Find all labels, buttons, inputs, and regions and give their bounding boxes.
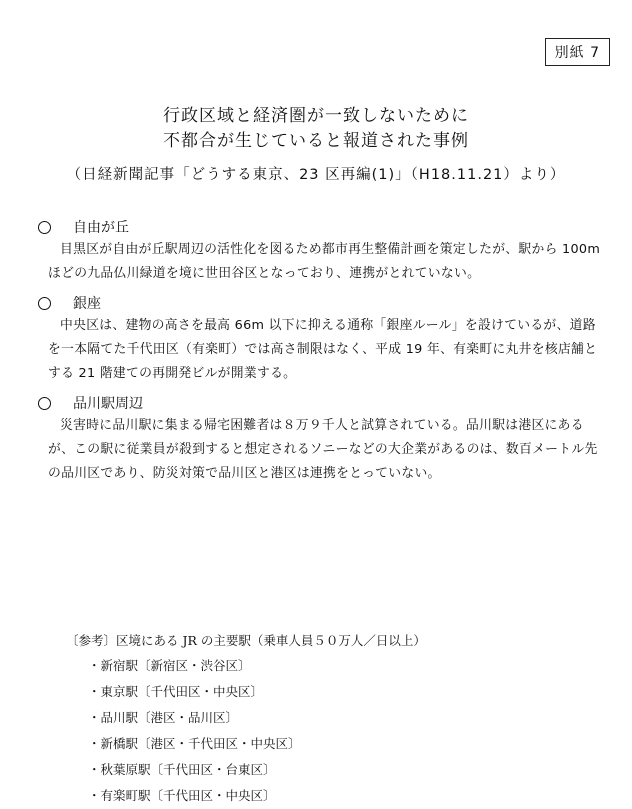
circle-bullet-icon (38, 397, 51, 410)
circle-bullet-icon (38, 221, 51, 234)
case-body: 目黒区が自由が丘駅周辺の活性化を図るため都市再生整備計画を策定したが、駅から 100m ほどの九品仏川緑道を境に世田谷区となっており、連携がとれていない。 (48, 242, 601, 281)
case-heading-text: 自由が丘 (73, 220, 129, 236)
circle-bullet-icon (38, 297, 51, 310)
reference-item: ・新宿駅〔新宿区・渋谷区〕 (88, 658, 251, 673)
case-heading (38, 392, 606, 414)
case-list (38, 216, 606, 492)
case-item (38, 216, 606, 286)
case-body: 災害時に品川駅に集まる帰宅困難者は８万９千人と試算されている。品川駅は港区にあるが、この駅に従業員が殺到すると想定されるソニーなどの大企業があるのは、数百メートル先の品川区であり、防災対策で品川区と港区は連携をとっていない。 (48, 418, 598, 481)
reference-item: ・品川駅〔港区・品川区〕 (88, 710, 239, 725)
case-body: 中央区は、建物の高さを最高 66m 以下に抑える通称「銀座ルール」を設けているが、道路を一本隔てた千代田区（有楽町）では高さ制限はなく、平成 19 年、有楽町に丸井を核店舗とする 21 階建ての再開発ビルが開業する。 (48, 318, 598, 381)
source-citation: （日経新聞記事「どうする東京、23 区再編(1)」（H18.11.21）より） (66, 167, 566, 183)
reference-heading: 〔参考〕区境にある JR の主要駅（乗車人員５０万人／日以上） (66, 633, 426, 648)
case-item (38, 392, 606, 486)
attachment-label: 別紙 7 (545, 38, 610, 66)
reference-item: ・秋葉原駅〔千代田区・台東区〕 (88, 762, 276, 777)
case-heading (38, 292, 606, 314)
case-item (38, 292, 606, 386)
title-line-2: 不都合が生じていると報道された事例 (163, 131, 469, 151)
case-heading-text: 品川駅周辺 (73, 396, 143, 412)
case-heading-text: 銀座 (73, 296, 101, 312)
reference-section (66, 628, 426, 809)
document-title (0, 104, 632, 154)
reference-item: ・有楽町駅〔千代田区・中央区〕 (88, 788, 276, 803)
reference-item: ・新橋駅〔港区・千代田区・中央区〕 (88, 736, 301, 751)
reference-item: ・東京駅〔千代田区・中央区〕 (88, 684, 264, 699)
title-line-1: 行政区域と経済圏が一致しないために (163, 106, 469, 126)
case-heading (38, 216, 606, 238)
